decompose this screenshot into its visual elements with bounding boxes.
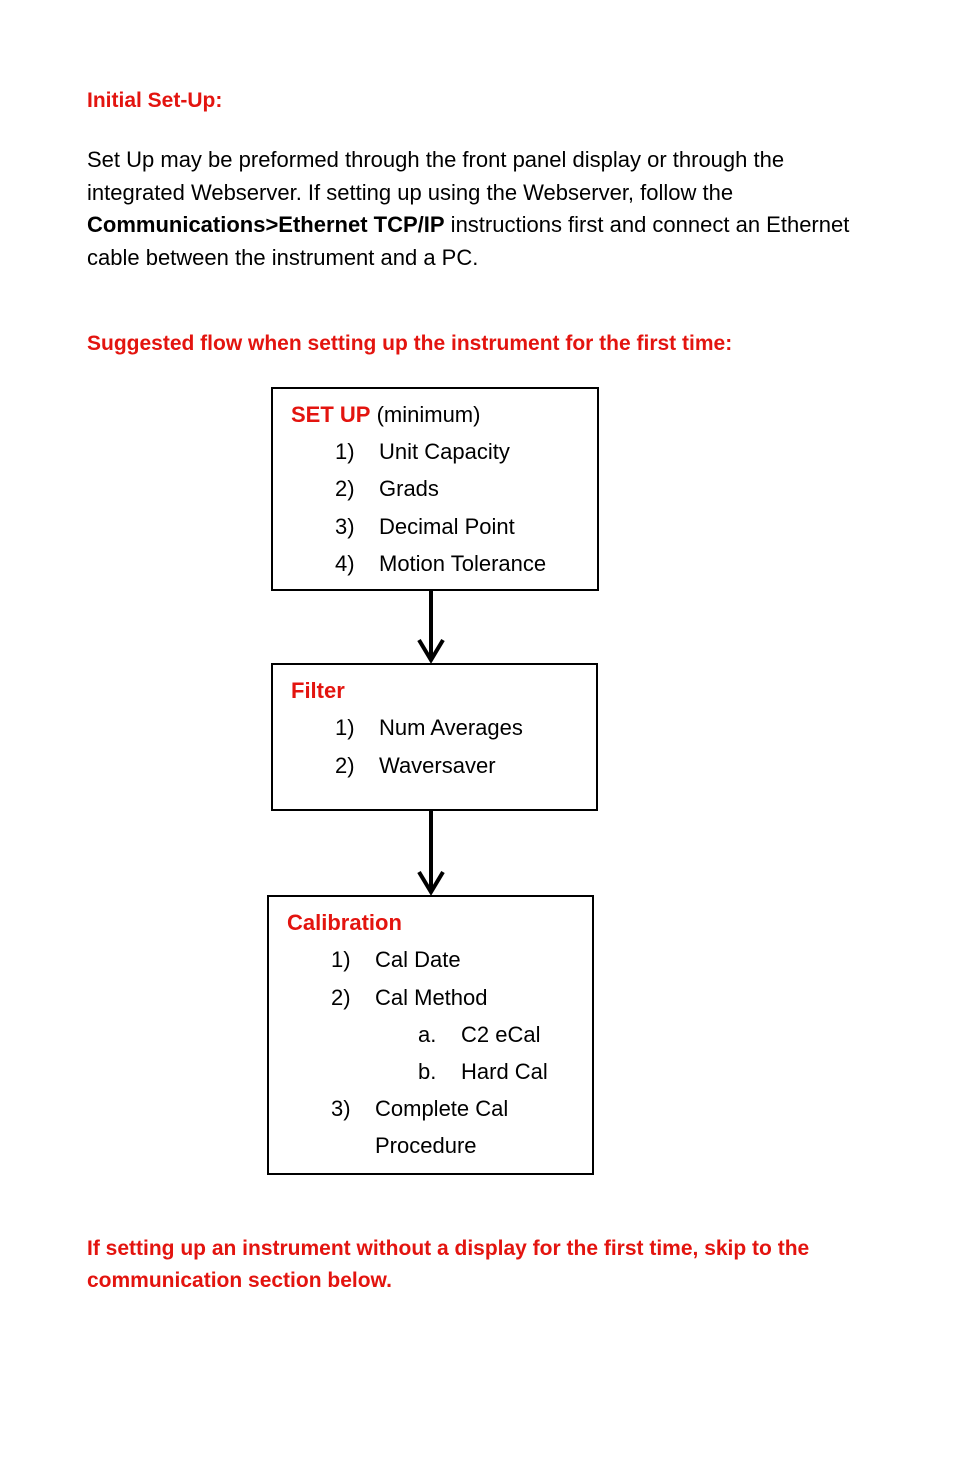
list-number: 1): [335, 439, 355, 464]
setup-title-label: SET UP: [291, 402, 371, 427]
arrow-down-icon: [416, 810, 446, 898]
setup-title-suffix: (minimum): [370, 402, 481, 427]
sub-list-label: C2 eCal: [461, 1022, 541, 1047]
list-label: Unit Capacity: [379, 439, 510, 464]
list-number: 2): [335, 753, 355, 778]
list-number: 4): [335, 551, 355, 576]
list-label: Grads: [379, 476, 439, 501]
list-label: Waversaver: [379, 753, 496, 778]
list-number: 3): [335, 514, 355, 539]
calibration-box-title: Calibration: [287, 910, 402, 935]
list-label: Motion Tolerance: [379, 551, 547, 576]
intro-bold-path: Communications>Ethernet TCP/IP: [87, 212, 445, 237]
footer-note: If setting up an instrument without a display for the first time, skip to the communication section below.: [87, 1237, 810, 1292]
setup-box: [271, 387, 599, 591]
calibration-box: [267, 895, 594, 1175]
filter-box-title: Filter: [291, 678, 345, 703]
intro-text-1: Set Up may be preformed through the front panel display or through the integrated Webserver. If setting up using the Webserver, follow the: [87, 147, 785, 205]
list-label: Cal Date: [375, 947, 461, 972]
sub-list-label: Hard Cal: [461, 1059, 548, 1084]
sub-list-letter: b.: [418, 1059, 437, 1084]
list-number: 1): [331, 947, 351, 972]
list-label: Decimal Point: [379, 514, 515, 539]
list-item-continuation: Procedure: [375, 1133, 477, 1158]
intro-paragraph: [87, 144, 877, 274]
intro-text-2: instructions first and connect an Ethernet cable between the instrument and a PC.: [87, 212, 850, 270]
list-label: Complete Cal: [375, 1096, 509, 1121]
filter-box: [271, 663, 598, 811]
list-number: 2): [335, 476, 355, 501]
suggested-flow-heading: Suggested flow when setting up the instrument for the first time:: [87, 332, 733, 355]
sub-list-letter: a.: [418, 1022, 437, 1047]
list-label: Num Averages: [379, 715, 523, 740]
arrow-down-icon: [416, 590, 446, 666]
setup-box-title: [291, 402, 480, 428]
list-label: Cal Method: [375, 985, 488, 1010]
list-number: 1): [335, 715, 355, 740]
list-number: 3): [331, 1096, 351, 1121]
initial-setup-heading: Initial Set-Up:: [87, 89, 223, 112]
list-number: 2): [331, 985, 351, 1010]
